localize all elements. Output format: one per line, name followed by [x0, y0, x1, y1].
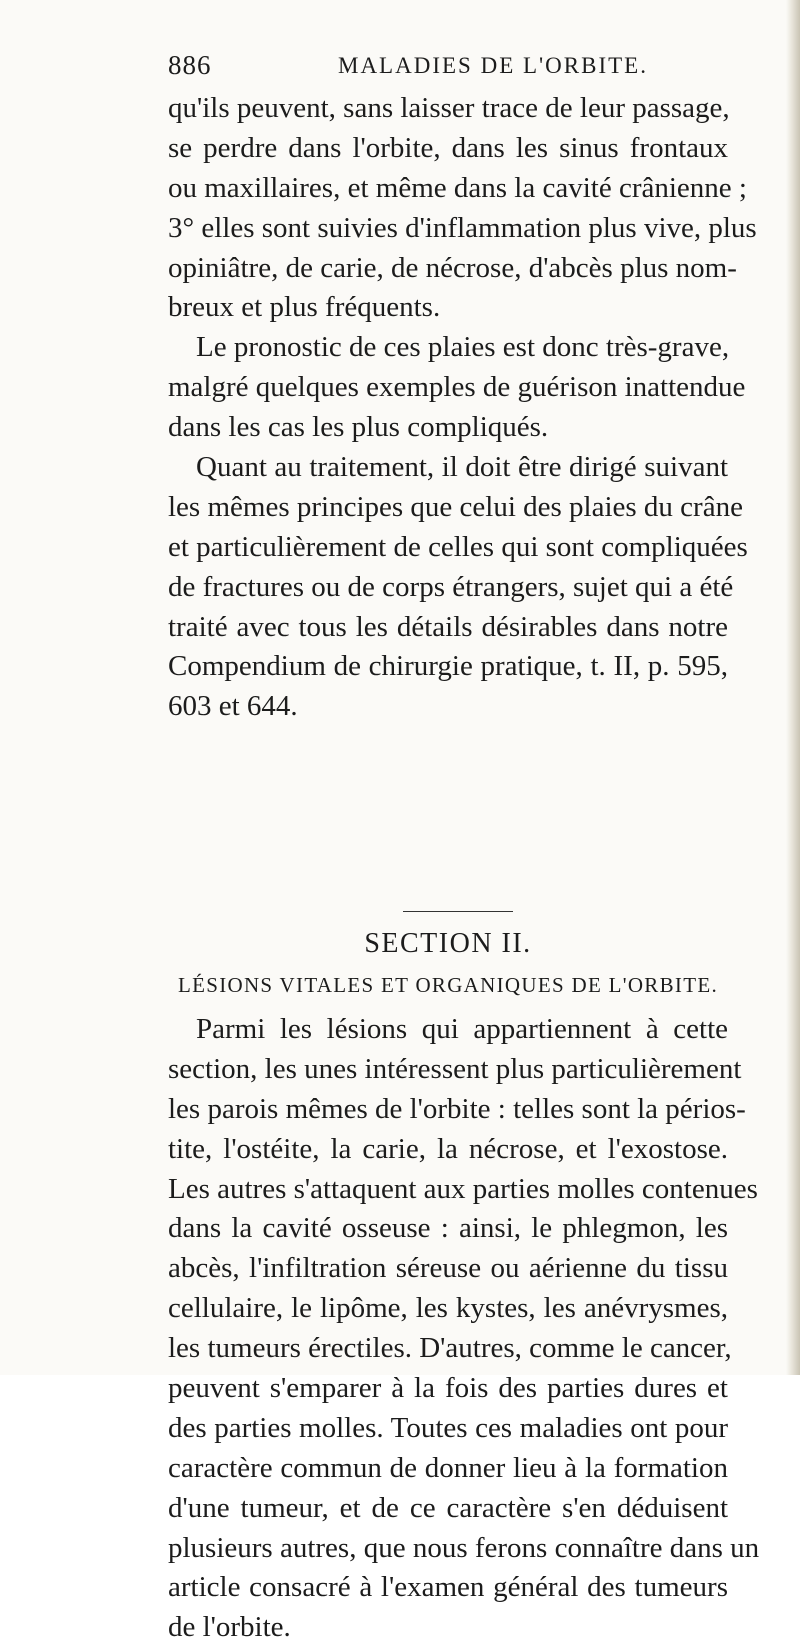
- text-line: des parties molles. Toutes ces maladies ont pour: [168, 1411, 728, 1444]
- page-edge: [786, 0, 800, 1375]
- running-title: MALADIES DE L'ORBITE.: [338, 53, 648, 78]
- text-line: les tumeurs érectiles. D'autres, comme le cancer,: [168, 1332, 732, 1365]
- text-line: abcès, l'infiltration séreuse ou aérienne du tissu: [168, 1252, 728, 1285]
- text-block-upper: [168, 89, 757, 727]
- text-line: 3° elles sont suivies d'inflammation plus vive, plus: [168, 211, 757, 244]
- text-line: Compendium de chirurgie pratique, t. II, p. 595,: [168, 650, 728, 683]
- text-line: traité avec tous les détails désirables dans notre: [168, 610, 728, 643]
- text-line: de l'orbite.: [168, 1611, 291, 1644]
- text-line: de fractures ou de corps étrangers, sujet qui a été: [168, 570, 734, 603]
- section-subtitle: LÉSIONS VITALES ET ORGANIQUES DE L'ORBITE.: [177, 973, 719, 997]
- text-line: d'une tumeur, et de ce caractère s'en déduisent: [168, 1491, 728, 1524]
- text-line: et particulièrement de celles qui sont compliquées: [168, 530, 748, 563]
- section-divider: [403, 911, 513, 912]
- text-line: qu'ils peuvent, sans laisser trace de leur passage,: [168, 92, 730, 124]
- text-line: peuvent s'emparer à la fois des parties dures et: [168, 1372, 728, 1405]
- text-line: cellulaire, le lipôme, les kystes, les anévrysmes,: [168, 1292, 728, 1325]
- text-line: breux et plus fréquents.: [168, 291, 441, 324]
- text-line: dans les cas les plus compliqués.: [168, 411, 549, 444]
- text-line: dans la cavité osseuse : ainsi, le phlegmon, les: [168, 1212, 728, 1245]
- text-line: caractère commun de donner lieu à la formation: [168, 1451, 728, 1484]
- text-block-lower: [168, 1010, 760, 1648]
- section-title: SECTION II.: [364, 928, 532, 959]
- page-number: 886: [168, 50, 212, 80]
- text-line: section, les unes intéressent plus particulièrement: [168, 1052, 742, 1085]
- text-line: les parois mêmes de l'orbite : telles sont la périos-: [168, 1092, 746, 1125]
- text-line: les mêmes principes que celui des plaies du crâne: [168, 490, 743, 523]
- text-line: malgré quelques exemples de guérison inattendue: [168, 371, 746, 404]
- text-line: 603 et 644.: [168, 690, 298, 723]
- text-line: plusieurs autres, que nous ferons connaître dans un: [168, 1531, 760, 1564]
- text-line: ou maxillaires, et même dans la cavité crânienne ;: [168, 171, 747, 204]
- running-head: [168, 50, 728, 86]
- text-line: Le pronostic de ces plaies est donc très-grave,: [196, 331, 730, 364]
- text-line: Quant au traitement, il doit être dirigé suivant: [196, 451, 728, 484]
- text-line: se perdre dans l'orbite, dans les sinus frontaux: [168, 131, 728, 164]
- text-line: Les autres s'attaquent aux parties molles contenues: [168, 1172, 758, 1205]
- text-line: opiniâtre, de carie, de nécrose, d'abcès plus nom-: [168, 251, 737, 284]
- text-line: article consacré à l'examen général des tumeurs: [168, 1571, 728, 1604]
- text-line: Parmi les lésions qui appartiennent à cette: [196, 1013, 728, 1045]
- text-line: tite, l'ostéite, la carie, la nécrose, et l'exostose.: [168, 1132, 728, 1165]
